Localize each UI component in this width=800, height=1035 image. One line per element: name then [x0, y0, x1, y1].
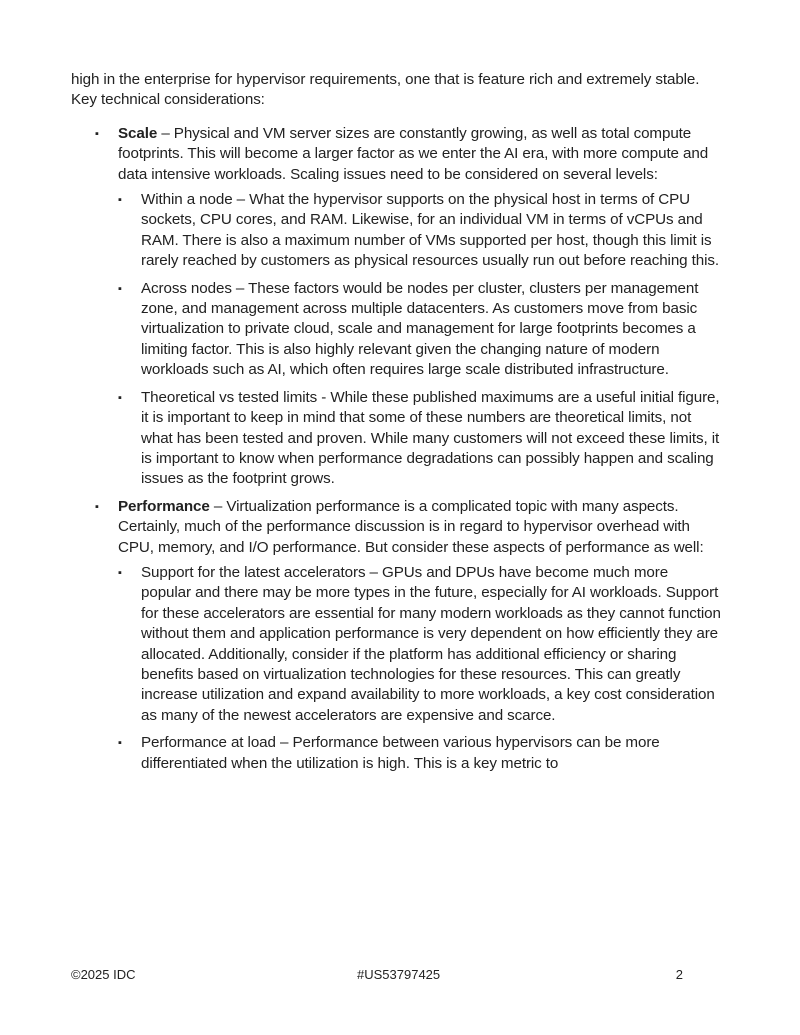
sub-list: [118, 190, 721, 490]
section-title: Performance: [118, 497, 210, 515]
list-item: [118, 388, 721, 490]
list-item-text: Support for the latest accelerators – GPUs and DPUs have become much more popular and there may be more types in the future, especially for AI workloads. Support for these accelerators are essential for many modern workloads as they cannot function without them and application performance is very dependent on how efficiently they are allocated. Additionally, consider if the platform has additional efficiency or sharing benefits based on virtualization technologies for these resources. This can greatly increase utilization and expand availability to more workloads, a key cost consideration as many of the newest accelerators are expensive and scarce.: [141, 563, 721, 724]
square-bullet-icon: [118, 388, 122, 408]
list-item-text: Within a node – What the hypervisor supports on the physical host in terms of CPU sockets, CPU cores, and RAM. Likewise, for an individual VM in terms of vCPUs and RAM. There is also a maximum number of VMs supported per host, though this limit is rarely reached by customers as physical resources usually run out before reaching this.: [141, 191, 719, 270]
list-item-text: Performance at load – Performance between various hypervisors can be more differentiated when the utilization is high. This is a key metric to: [141, 734, 660, 772]
list-item: [118, 190, 721, 272]
square-bullet-icon: [118, 563, 122, 583]
sub-list: [118, 563, 721, 774]
intro-paragraph: high in the enterprise for hypervisor requirements, one that is feature rich and extremely stable. Key technical considerations:: [71, 71, 700, 109]
footer-document-id: #US53797425: [357, 967, 441, 982]
section-dash: –: [209, 497, 227, 515]
square-bullet-icon: [95, 497, 99, 517]
section-dash: –: [157, 124, 174, 142]
list-item-text: Theoretical vs tested limits - While these published maximums are a useful initial figure, it is important to keep in mind that some of these numbers are theoretical limits, not what has been tested and proven. While many customers will not exceed these limits, it is important to know when performance degradations can possibly happen and scaling issues as the footprint grows.: [141, 388, 720, 488]
square-bullet-icon: [118, 733, 122, 753]
square-bullet-icon: [95, 124, 99, 144]
list-item: [118, 279, 721, 381]
section-scale: [71, 124, 721, 490]
square-bullet-icon: [118, 279, 122, 299]
body-content: [71, 70, 721, 781]
list-item-text: Across nodes – These factors would be nodes per cluster, clusters per management zone, and management across multiple datacenters. As customers move from basic virtualization to private cloud, scale and management for large footprints becomes a limiting factor. This is also highly relevant given the changing nature of modern workloads such as AI, which often requires large scale distributed infrastructure.: [141, 279, 699, 379]
section-text: Physical and VM server sizes are constantly growing, as well as total compute footprints. This will become a larger factor as we enter the AI era, with more compute and data intensive workloads. Scaling issues need to be considered on several levels:: [118, 124, 709, 183]
section-text: Virtualization performance is a complicated topic with many aspects. Certainly, much of the performance discussion is in regard to hypervisor overhead with CPU, memory, and I/O performance. But consider these aspects of performance as well:: [118, 497, 704, 556]
section-performance: [71, 497, 721, 774]
footer-page-number: 2: [675, 967, 683, 982]
list-item: [118, 563, 721, 726]
footer-copyright: ©2025 IDC: [71, 967, 136, 982]
section-title: Scale: [118, 124, 158, 142]
square-bullet-icon: [118, 190, 122, 210]
list-item: [118, 733, 721, 774]
